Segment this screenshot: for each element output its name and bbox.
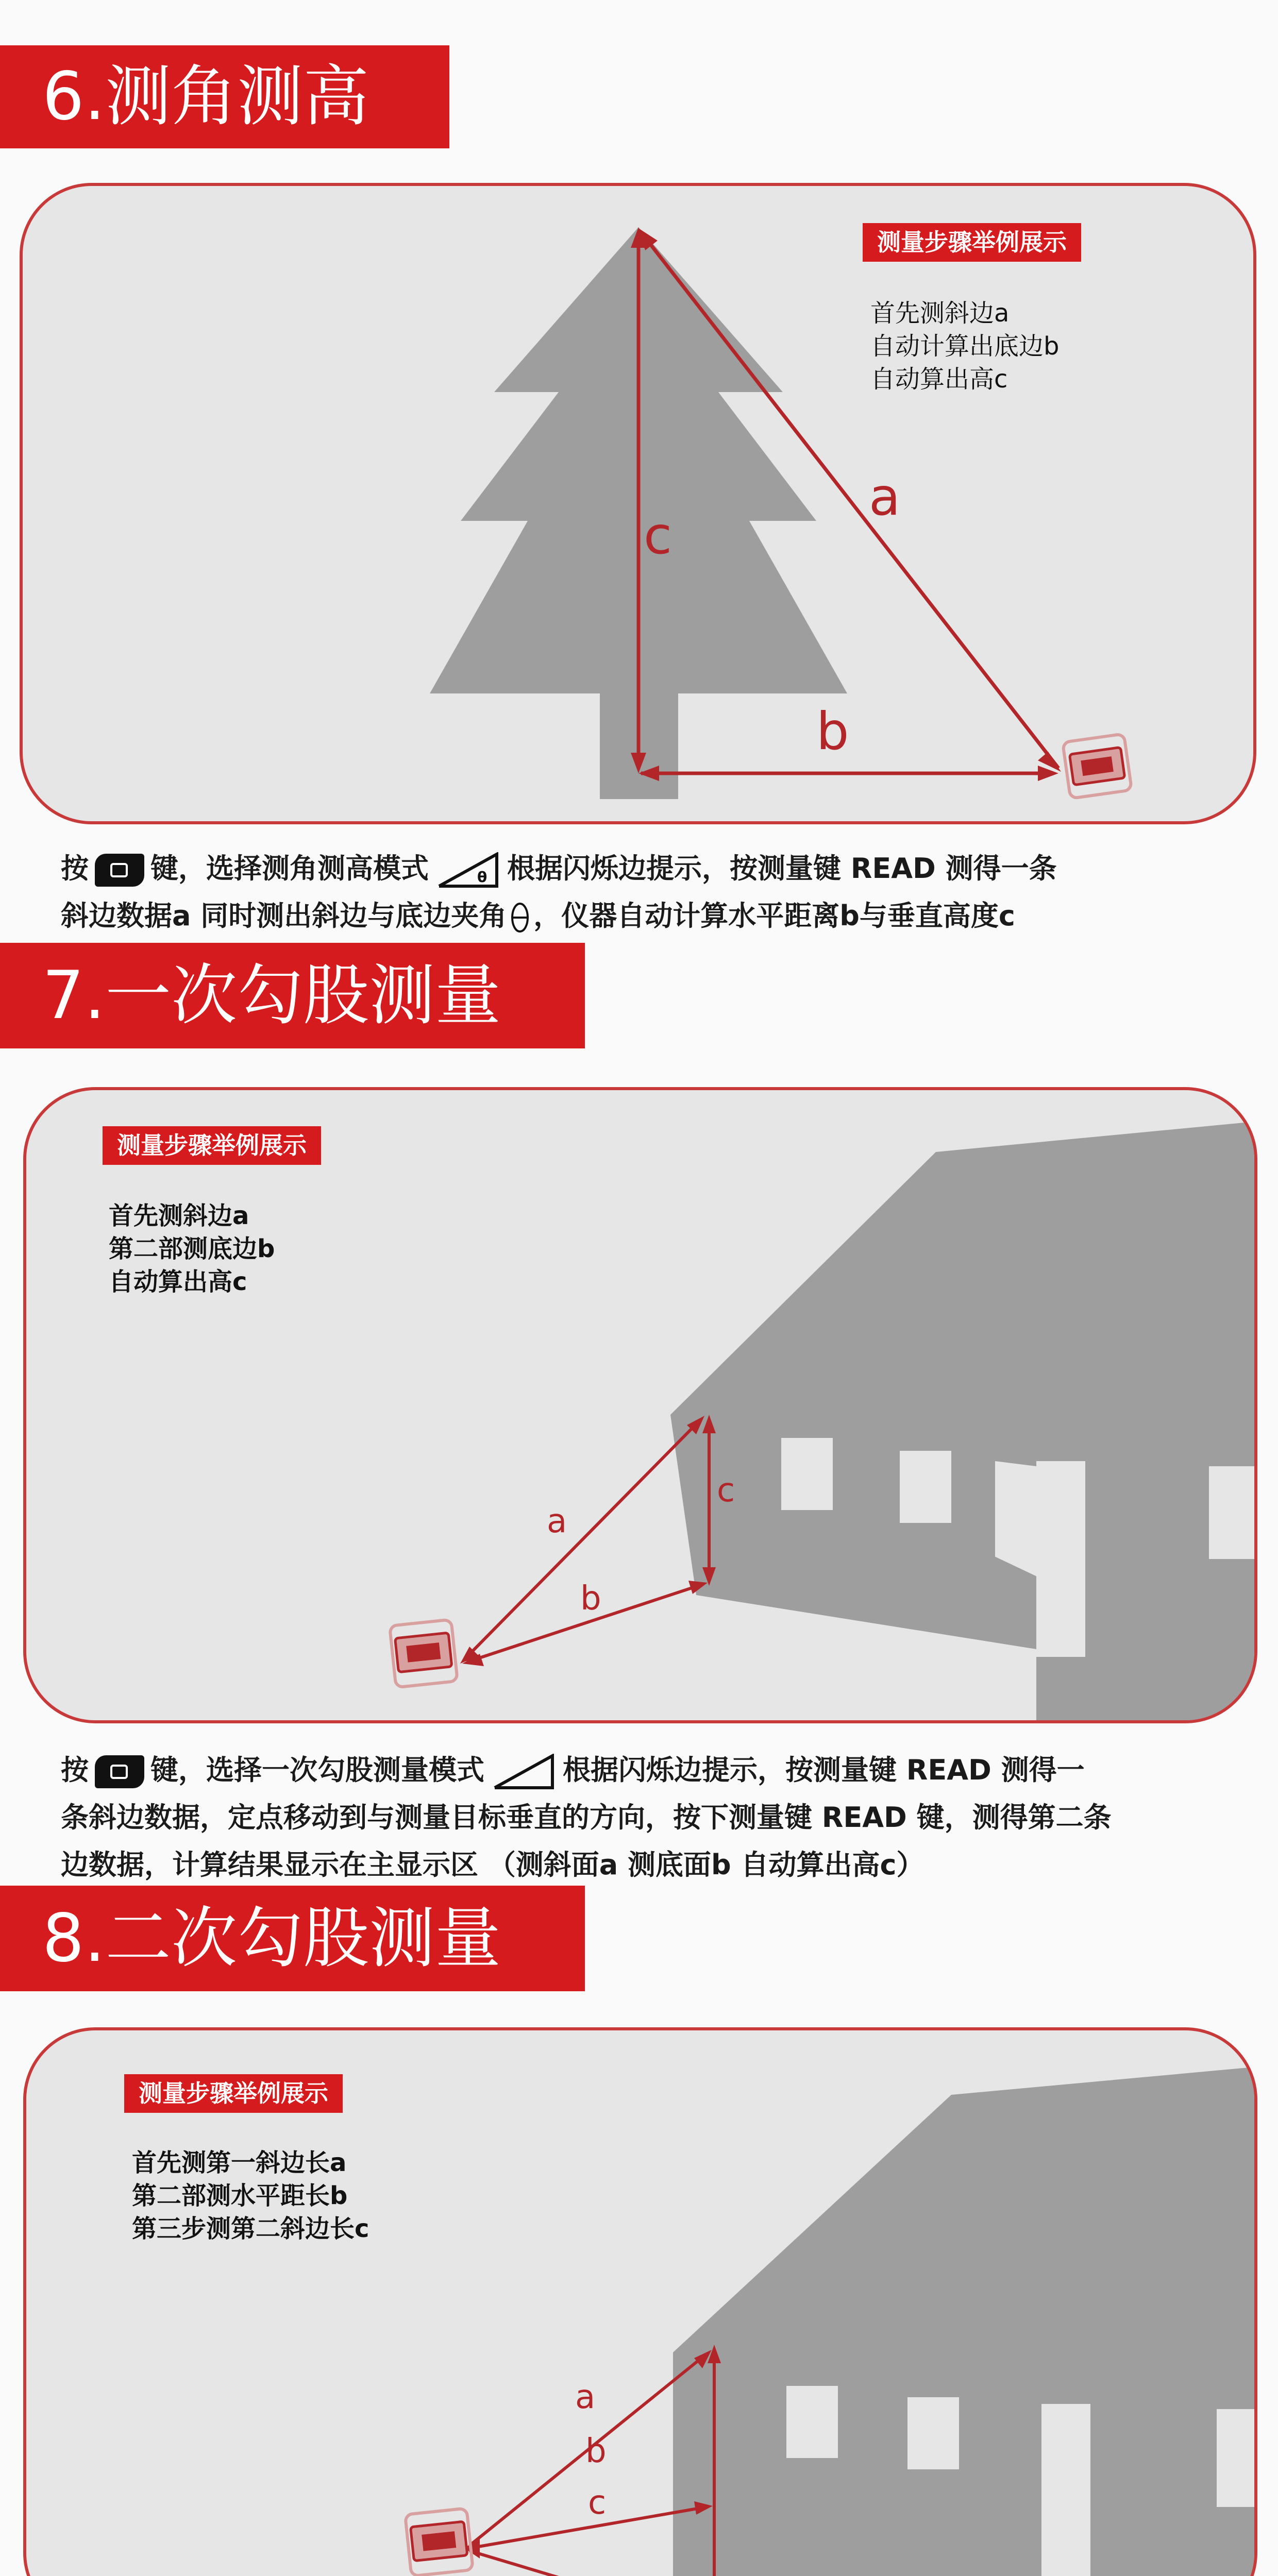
step-2: 自动计算出底边b — [870, 332, 1060, 361]
house-window-3 — [1209, 1466, 1257, 1559]
step-3: 自动算出高c — [870, 365, 1008, 394]
rangefinder-device-icon — [390, 1619, 458, 1687]
rangefinder-device-icon — [1063, 734, 1132, 799]
desc-text: 斜边数据a 同时测出斜边与底边夹角 — [61, 900, 507, 932]
desc-text: 根据闪烁边提示，按测量键 READ 测得一 — [563, 1754, 1085, 1786]
rangefinder-device-icon — [405, 2508, 473, 2576]
label-c: c — [588, 2484, 607, 2522]
desc-line-2 — [61, 892, 1246, 940]
desc-line-3: 边数据，计算结果显示在主显示区 （测斜面a 测底面b 自动算出高c） — [61, 1849, 924, 1881]
description-single-pythagoras — [61, 1747, 1246, 1889]
step-1: 首先测斜边a — [109, 1201, 249, 1230]
label-b: b — [816, 701, 849, 761]
label-c: c — [644, 505, 672, 566]
step-2: 第二部测底边b — [109, 1234, 275, 1263]
description-angle-height — [61, 845, 1246, 940]
section-title-angle-height: 6.测角测高 — [0, 45, 449, 148]
steps-list — [109, 1199, 275, 1298]
label-a: a — [547, 1502, 567, 1540]
step-2: 第二部测水平距长b — [132, 2181, 348, 2210]
mode-key-icon — [95, 1755, 144, 1788]
house-door — [1036, 1461, 1085, 1657]
step-1: 首先测斜边a — [870, 299, 1010, 328]
house-window-3 — [1217, 2409, 1257, 2507]
house-window-1 — [786, 2386, 838, 2458]
desc-text: ，仪器自动计算水平距离b与垂直高度c — [533, 900, 1015, 932]
desc-text: 按 — [61, 1754, 89, 1786]
panel-angle-height — [20, 183, 1256, 824]
pythagoras-mode-icon — [493, 1754, 554, 1790]
step-1: 首先测第一斜边长a — [132, 2148, 347, 2177]
tree-diagram — [23, 186, 1256, 824]
angle-height-mode-icon — [437, 852, 499, 888]
section-title-single-pythagoras: 7.一次勾股测量 — [0, 943, 585, 1048]
desc-text: 键，选择一次勾股测量模式 — [150, 1754, 484, 1786]
house-shape — [673, 2066, 1257, 2576]
panel-single-pythagoras — [23, 1087, 1257, 1723]
desc-line-2: 条斜边数据，定点移动到与测量目标垂直的方向，按下测量键 READ 键，测得第二条 — [61, 1801, 1112, 1834]
house-window-1 — [781, 1438, 833, 1510]
label-a: a — [575, 2378, 596, 2416]
desc-text: 键，选择测角测高模式 — [150, 852, 429, 885]
house-diagram — [26, 1090, 1257, 1723]
steps-badge: 测量步骤举例展示 — [103, 1126, 321, 1165]
label-c: c — [717, 1471, 735, 1510]
house-window-2 — [900, 1451, 951, 1523]
desc-text: 按 — [61, 852, 89, 885]
steps-badge: 测量步骤举例展示 — [124, 2074, 343, 2113]
house-window-2 — [907, 2397, 959, 2469]
step-3: 第三步测第二斜边长c — [132, 2214, 369, 2243]
steps-badge: 测量步骤举例展示 — [863, 223, 1081, 262]
label-a: a — [869, 467, 901, 527]
svg-text:θ: θ — [477, 869, 487, 886]
mode-key-icon — [95, 854, 144, 887]
steps-list — [870, 297, 1059, 396]
label-b: b — [585, 2432, 607, 2470]
desc-line-1 — [61, 1747, 1246, 1794]
section-title-double-pythagoras: 8.二次勾股测量 — [0, 1886, 585, 1991]
steps-list — [132, 2146, 369, 2245]
house-door — [1041, 2404, 1090, 2576]
step-3: 自动算出高c — [109, 1267, 247, 1296]
desc-line-1 — [61, 845, 1246, 892]
line-c — [469, 2551, 707, 2576]
theta-icon — [510, 901, 530, 935]
panel-double-pythagoras — [23, 2027, 1257, 2576]
label-b: b — [580, 1580, 601, 1618]
desc-text: 根据闪烁边提示，按测量键 READ 测得一条 — [507, 852, 1057, 885]
